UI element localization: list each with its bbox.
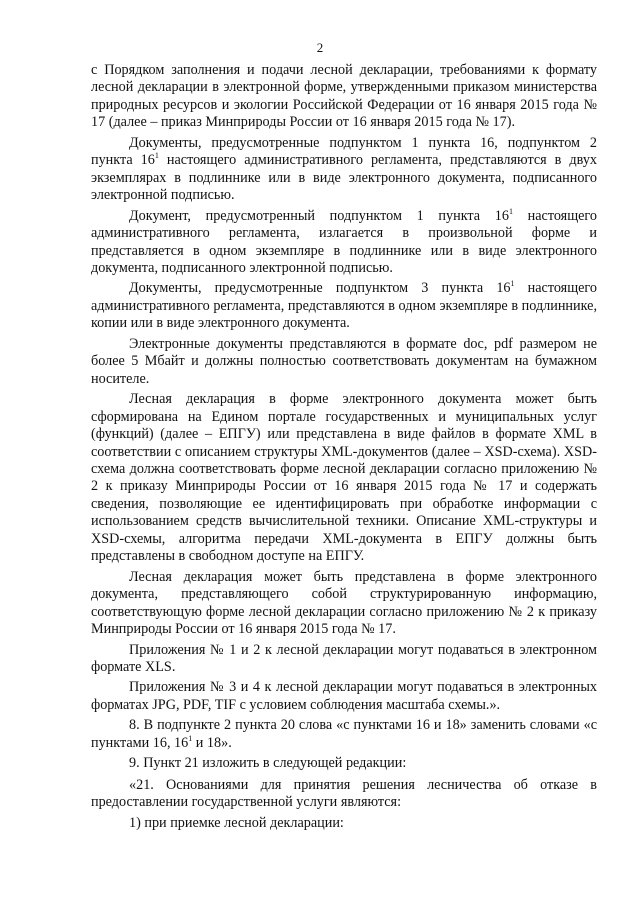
paragraph-structured-info: Лесная декларация может быть представлена в форме электронного документа, представляющего собой структурированную информацию, соответствующую форме лесной декларации согласно приложению № 2 к приказу Минприроды России от 16 января 2015 года № 17.: [91, 568, 597, 638]
paragraph-text: Документы, предусмотренные подпунктом 3 пункта 16: [129, 280, 511, 297]
paragraph-text: настоящего административного регламента, излагается в произвольной форме и представляется в одном экземпляре в подлиннике или в виде электронного документа, подписанного электронной подписью.: [91, 207, 597, 276]
superscript: 1: [510, 279, 515, 289]
document-body: [91, 62, 597, 832]
paragraph-item-9: 9. Пункт 21 изложить в следующей редакции:: [129, 755, 407, 772]
paragraph-text: Документ, предусмотренный подпунктом 1 пункта 16: [129, 207, 509, 224]
paragraph-document-free-form: [91, 208, 597, 278]
paragraph-subitem-1: 1) при приемке лесной декларации:: [129, 814, 344, 831]
paragraph-epgu-xml: Лесная декларация в форме электронного документа может быть сформирована на Едином портале государственных и муниципальных услуг (функций) (далее – ЕПГУ) или представлена в виде файлов в формате XML в соответствии с описанием структуры XML-документов (далее – XSD-схема). XSD-схема должна соответствовать форме лесной декларации согласно приложению № 2 к приказу Минприроды России от 16 января 2015 года № 17 и содержать сведения, позволяющие ее идентифицировать при обработке информации с использованием средств вычислительной техники. Описание XML-структуры и XSD-схемы, алгоритма передачи XML-документа в ЕПГУ должны быть представлены в свободном доступе на ЕПГУ.: [91, 391, 597, 565]
paragraph-text: настоящего административного регламента, представляются в одном экземпляре в подлиннике, копии или в виде электронного документа.: [91, 280, 597, 332]
paragraph-text: Документы, предусмотренные подпунктом 1 пункта 16, подпунктом 2 пункта 16: [91, 134, 597, 169]
paragraph-electronic-formats: Электронные документы представляются в формате doc, pdf размером не более 5 Мбайт и должны полностью соответствовать документам на бумажном носителе.: [91, 335, 597, 387]
paragraph-documents-two-copies: [91, 135, 597, 205]
paragraph-text: настоящего административного регламента, представляются в двух экземплярах в подлиннике или в виде электронного документа, подписанного электронной подписью.: [91, 152, 598, 204]
paragraph-item-8: [91, 717, 597, 752]
superscript: 1: [508, 206, 513, 216]
superscript: 1: [188, 733, 193, 743]
paragraph-item-21: «21. Основаниями для принятия решения лесничества об отказе в предоставлении государственной услуги являются:: [91, 776, 597, 811]
paragraph-documents-one-copy: [91, 280, 597, 332]
page-number: 2: [316, 40, 324, 55]
paragraph-text: 8. В подпункте 2 пункта 20 слова «с пунктами 16 и 18» заменить словами «с пунктами 16, 16: [91, 717, 597, 751]
paragraph-continuation: с Порядком заполнения и подачи лесной декларации, требованиями к формату лесной декларации в электронной форме, утвержденными приказом министерства природных ресурсов и экологии Российской Федерации от 16 января 2015 года № 17 (далее – приказ Минприроды России от 16 января 2015 года № 17).: [91, 62, 597, 131]
paragraph-text: и 18».: [192, 734, 232, 751]
superscript: 1: [154, 151, 159, 161]
paragraph-appendix-xls: Приложения № 1 и 2 к лесной декларации могут подаваться в электронном формате XLS.: [91, 641, 597, 675]
paragraph-appendix-images: Приложения № 3 и 4 к лесной декларации могут подаваться в электронных форматах JPG, PDF, TIF с условием соблюдения масштаба схемы.».: [91, 679, 597, 713]
